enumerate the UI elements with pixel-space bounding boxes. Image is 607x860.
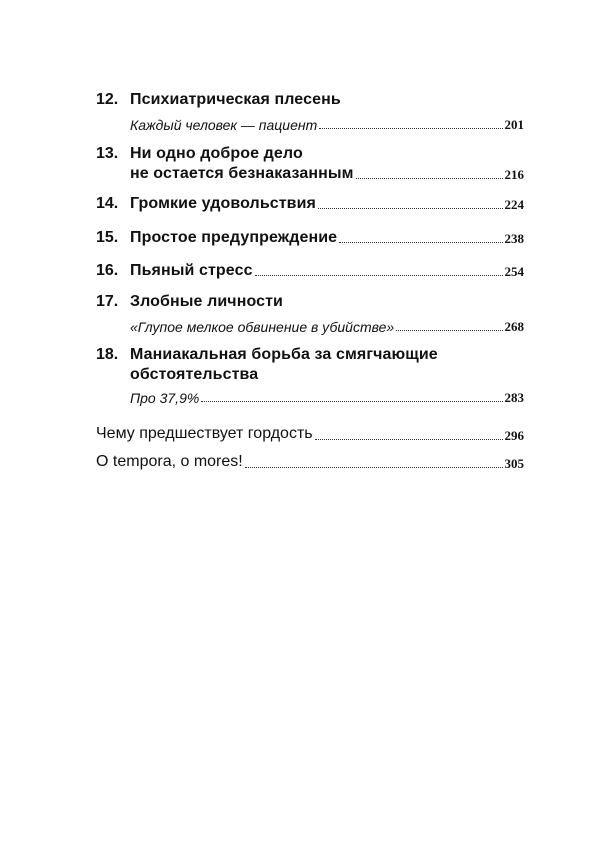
dot-leader [201,401,502,402]
chapter-number: 12. [96,91,119,108]
dot-leader [318,208,503,209]
chapter-number: 13. [96,145,119,162]
chapter-title: Злобные личности [130,293,283,310]
toc-entry-afterword[interactable] [96,423,524,445]
toc-entry-13[interactable] [96,144,524,184]
page-number: 296 [504,428,524,443]
toc-entry-15[interactable] [96,228,524,248]
chapter-subtitle: Каждый человек — пациент [130,117,318,133]
page-number: 268 [504,319,524,334]
chapter-subtitle: «Глупое мелкое обвинение в убийстве» [130,319,395,335]
back-matter-title: O tempora, o mores! [96,453,243,470]
chapter-title: Пьяный стресс [130,262,253,279]
page-number: 305 [504,456,524,471]
chapter-title-line-2: не остается безнаказанным [130,165,354,182]
page-number: 201 [504,117,524,132]
page-number: 224 [504,197,524,212]
toc-entry-18[interactable] [96,345,524,407]
chapter-title: Психиатрическая плесень [130,91,341,108]
chapter-subtitle: Про 37,9% [130,390,200,406]
back-matter-title: Чему предшествует гордость [96,425,313,442]
chapter-number: 17. [96,293,119,310]
chapter-number: 18. [96,346,119,363]
toc-entry-epilogue[interactable] [96,451,524,473]
dot-leader [245,467,503,468]
chapter-title-line-1: Маниакальная борьба за смягчающие [130,346,438,363]
dot-leader [356,178,503,179]
chapter-number: 15. [96,229,119,246]
chapter-number: 14. [96,195,119,212]
dot-leader [339,242,502,243]
dot-leader [319,128,502,129]
toc-entry-12[interactable] [96,90,524,134]
dot-leader [315,439,503,440]
dot-leader [255,275,503,276]
chapter-title-line-2: обстоятельства [130,366,259,383]
chapter-number: 16. [96,262,119,279]
page-number: 216 [504,167,524,182]
page-number: 283 [504,390,524,405]
chapter-title: Громкие удовольствия [130,195,316,212]
page-number: 254 [504,264,524,279]
chapter-title: Простое предупреждение [130,229,338,246]
dot-leader [396,330,502,331]
toc-entry-14[interactable] [96,194,524,214]
toc-entry-16[interactable] [96,261,524,281]
page-number: 238 [504,231,524,246]
chapter-title-line-1: Ни одно доброе дело [130,145,303,162]
toc-entry-17[interactable] [96,292,524,336]
